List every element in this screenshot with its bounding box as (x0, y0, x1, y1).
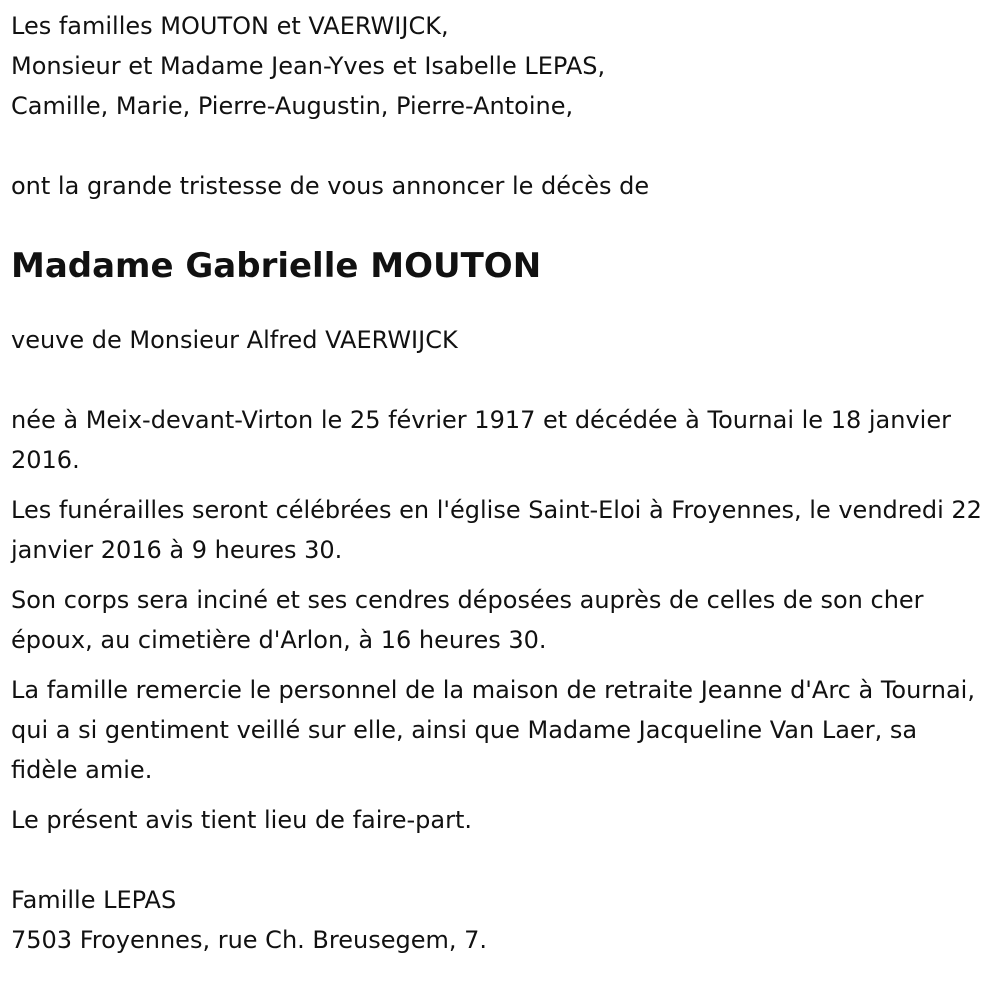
cremation-paragraph: Son corps sera inciné et ses cendres déposées auprès de celles de son cher époux, au cimetière d'Arlon, à 16 heures 30. (11, 586, 924, 654)
contact-address: 7503 Froyennes, rue Ch. Breusegem, 7. (11, 926, 487, 954)
announcement-text: ont la grande tristesse de vous annoncer le décès de (11, 172, 650, 200)
contact-family: Famille LEPAS (11, 886, 177, 914)
widow-of-text: veuve de Monsieur Alfred VAERWIJCK (11, 326, 458, 354)
thanks-paragraph: La famille remercie le personnel de la maison de retraite Jeanne d'Arc à Tournai, qui a si gentiment veillé sur elle, ainsi que Madame Jacqueline Van Laer, sa fidèle amie. (11, 676, 975, 784)
notice-paragraph: Le présent avis tient lieu de faire-part. (11, 806, 473, 834)
obituary-notice (11, 0, 986, 960)
deceased-name: Madame Gabrielle MOUTON (11, 246, 542, 286)
funeral-paragraph: Les funérailles seront célébrées en l'église Saint-Eloi à Froyennes, le vendredi 22 janvier 2016 à 9 heures 30. (11, 496, 982, 564)
birth-death-paragraph: née à Meix-devant-Virton le 25 février 1917 et décédée à Tournai le 18 janvier 2016. (11, 406, 951, 474)
families-line-1: Les familles MOUTON et VAERWIJCK, (11, 12, 449, 40)
families-line-3: Camille, Marie, Pierre-Augustin, Pierre-Antoine, (11, 92, 574, 120)
families-line-2: Monsieur et Madame Jean-Yves et Isabelle LEPAS, (11, 52, 606, 80)
